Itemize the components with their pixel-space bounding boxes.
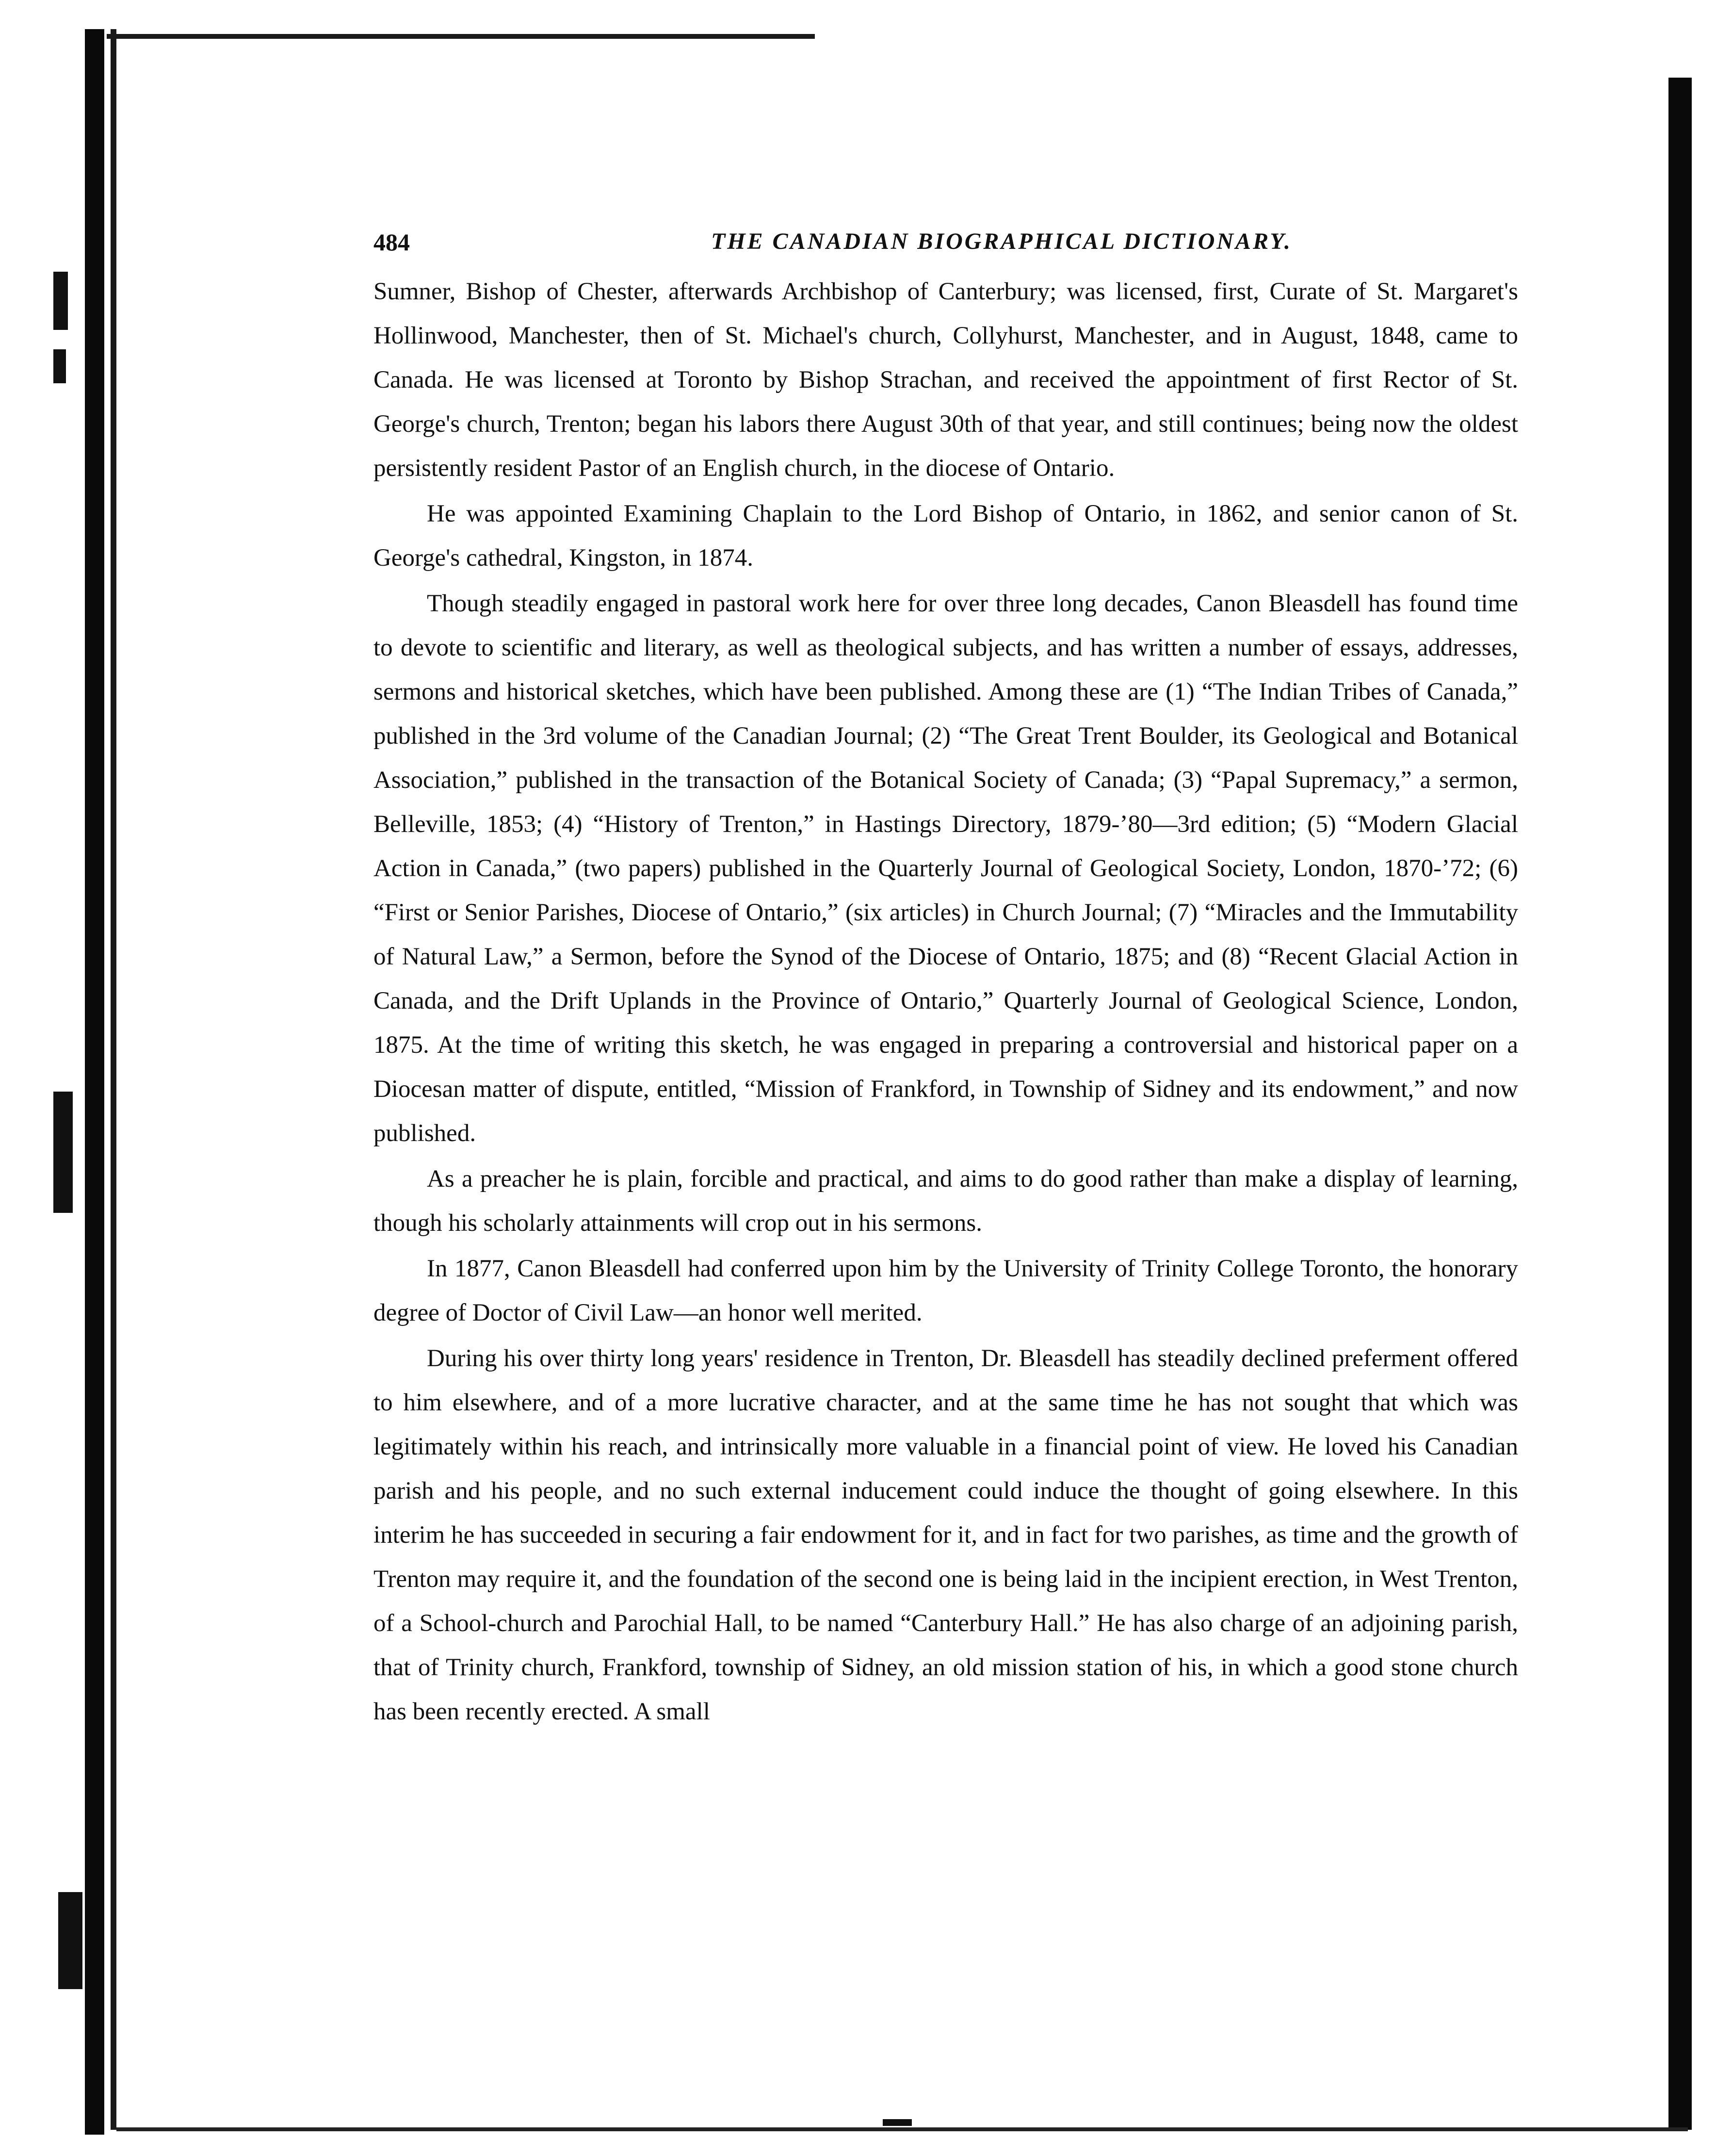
- paragraph: As a preacher he is plain, forcible and practical, and aims to do good rather than make a display of learning, though his scholarly attainments will crop out in his sermons.: [373, 1165, 1518, 1237]
- paragraph: In 1877, Canon Bleasdell had conferred upon him by the University of Trinity College Toronto, the honorary degree of Doctor of Civil Law—an honor well merited.: [373, 1255, 1518, 1326]
- paragraph: Though steadily engaged in pastoral work here for over three long decades, Canon Bleasdell has found time to devote to scientific and literary, as well as theological subjects, and has written a number of essays, addresses, sermons and historical sketches, which have been published. Among these are (1) “The Indian Tribes of Canada,” published in the 3rd volume of the Canadian Journal; (2) “The Great Trent Boulder, its Geological and Botanical Association,” published in the transaction of the Botanical Society of Canada; (3) “Papal Supremacy,” a sermon, Belleville, 1853; (4) “History of Trenton,” in Hastings Directory, 1879-’80—3rd edition; (5) “Modern Glacial Action in Canada,” (two papers) published in the Quarterly Journal of Geological Society, London, 1870-’72; (6) “First or Senior Parishes, Diocese of Ontario,” (six articles) in Church Journal; (7) “Miracles and the Immutability of Natural Law,” a Sermon, before the Synod of the Diocese of Ontario, 1875; and (8) “Recent Glacial Action in Canada, and the Drift Uplands in the Province of Ontario,” Quarterly Journal of Geological Science, London, 1875. At the time of writing this sketch, he was engaged in preparing a controversial and historical paper on a Diocesan matter of dispute, entitled, “Mission of Frankford, in Township of Sidney and its endowment,” and now published.: [373, 590, 1518, 1147]
- running-title: THE CANADIAN BIOGRAPHICAL DICTIONARY.: [711, 229, 1292, 254]
- scan-mark: [53, 349, 66, 383]
- scan-border-left: [85, 29, 104, 2135]
- scan-mark: [883, 2119, 912, 2126]
- page-number: 484: [373, 229, 410, 256]
- scan-mark: [58, 1892, 82, 1989]
- scan-mark: [53, 1092, 73, 1213]
- scan-mark: [53, 272, 68, 330]
- scan-border-bottom: [116, 2127, 1688, 2131]
- scan-border-top: [107, 34, 815, 39]
- paragraph-continued: Sumner, Bishop of Chester, afterwards Archbishop of Canterbury; was licensed, first, Curate of St. Margaret's Hollinwood, Manchester, then of St. Michael's church, Collyhurst, Manchester, and in August, 1848, came to Canada. He was licensed at Toronto by Bishop Strachan, and received the appointment of first Rector of St. George's church, Trenton; began his labors there August 30th of that year, and still continues; being now the oldest persistently resident Pastor of an English church, in the diocese of Ontario.: [373, 278, 1518, 482]
- paragraph: He was appointed Examining Chaplain to the Lord Bishop of Ontario, in 1862, and senior canon of St. George's cathedral, Kingston, in 1874.: [373, 500, 1518, 572]
- scan-border-left-inner: [111, 29, 116, 2130]
- scan-border-right: [1668, 78, 1692, 2130]
- book-page: [373, 228, 1518, 1734]
- paragraph: During his over thirty long years' residence in Trenton, Dr. Bleasdell has steadily declined preferment offered to him elsewhere, and of a more lucrative character, and at the same time he has not sought that which was legitimately within his reach, and intrinsically more valuable in a financial point of view. He loved his Canadian parish and his people, and no such external inducement could induce the thought of going elsewhere. In this interim he has succeeded in securing a fair endowment for it, and in fact for two parishes, as time and the growth of Trenton may require it, and the foundation of the second one is being laid in the incipient erection, in West Trenton, of a School-church and Parochial Hall, to be named “Canterbury Hall.” He has also charge of an adjoining parish, that of Trinity church, Frankford, township of Sidney, an old mission station of his, in which a good stone church has been recently erected. A small: [373, 1345, 1518, 1725]
- running-head: [373, 228, 1518, 267]
